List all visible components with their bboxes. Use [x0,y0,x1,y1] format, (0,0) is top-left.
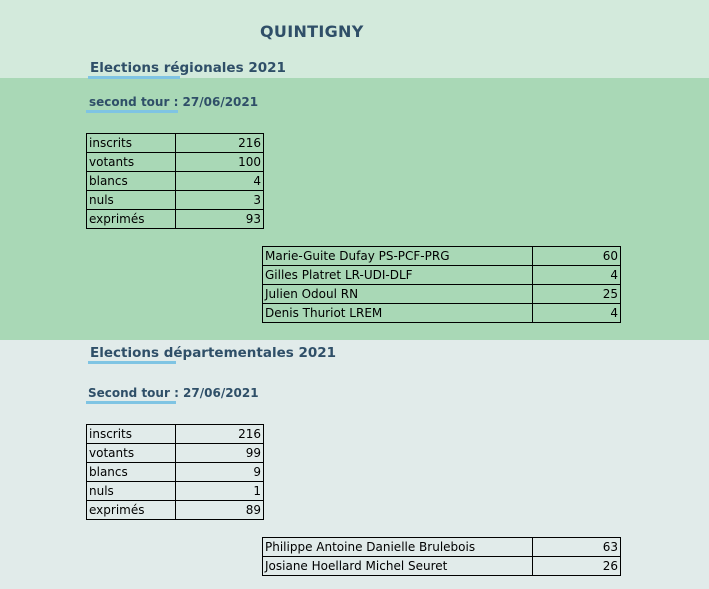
stat-label: inscrits [87,425,176,444]
table-row [263,285,621,304]
table-row [87,444,264,463]
candidate-votes: 60 [533,247,621,266]
regionales-heading: Elections régionales 2021 [90,60,286,76]
stat-value: 9 [176,463,264,482]
stat-value: 100 [176,153,264,172]
regionales-stats-table [86,133,264,229]
stat-label: blancs [87,463,176,482]
table-row [263,266,621,285]
departementales-round-underline [86,401,176,404]
stat-value: 216 [176,134,264,153]
regionales-candidates-table [262,246,621,323]
table-row [263,557,621,576]
stat-label: inscrits [87,134,176,153]
table-row [87,463,264,482]
table-row [87,172,264,191]
stat-value: 3 [176,191,264,210]
stat-label: nuls [87,191,176,210]
table-row [87,482,264,501]
candidate-name: Philippe Antoine Danielle Brulebois [263,538,533,557]
stat-value: 89 [176,501,264,520]
departementales-round-label: Second tour : 27/06/2021 [88,386,259,400]
candidate-name: Denis Thuriot LREM [263,304,533,323]
candidate-votes: 63 [533,538,621,557]
stat-value: 93 [176,210,264,229]
regionales-heading-underline [88,76,180,79]
candidate-name: Josiane Hoellard Michel Seuret [263,557,533,576]
candidate-name: Gilles Platret LR-UDI-DLF [263,266,533,285]
stat-label: nuls [87,482,176,501]
stat-value: 216 [176,425,264,444]
regionales-round-label: second tour : 27/06/2021 [89,95,259,109]
stat-value: 4 [176,172,264,191]
table-row [87,210,264,229]
stat-label: votants [87,153,176,172]
table-row [263,538,621,557]
table-row [87,134,264,153]
regionales-round-underline [86,110,178,113]
table-row [87,191,264,210]
stat-label: exprimés [87,210,176,229]
table-row [87,425,264,444]
stat-label: blancs [87,172,176,191]
page-title: QUINTIGNY [260,22,364,41]
candidate-name: Julien Odoul RN [263,285,533,304]
departementales-heading-underline [88,361,176,364]
stat-value: 99 [176,444,264,463]
table-row [263,247,621,266]
stat-label: votants [87,444,176,463]
departementales-heading: Elections départementales 2021 [90,345,337,361]
candidate-votes: 26 [533,557,621,576]
stat-value: 1 [176,482,264,501]
candidate-name: Marie-Guite Dufay PS-PCF-PRG [263,247,533,266]
candidate-votes: 4 [533,304,621,323]
table-row [87,501,264,520]
table-row [87,153,264,172]
departementales-candidates-table [262,537,621,576]
stat-label: exprimés [87,501,176,520]
candidate-votes: 25 [533,285,621,304]
departementales-stats-table [86,424,264,520]
candidate-votes: 4 [533,266,621,285]
table-row [263,304,621,323]
